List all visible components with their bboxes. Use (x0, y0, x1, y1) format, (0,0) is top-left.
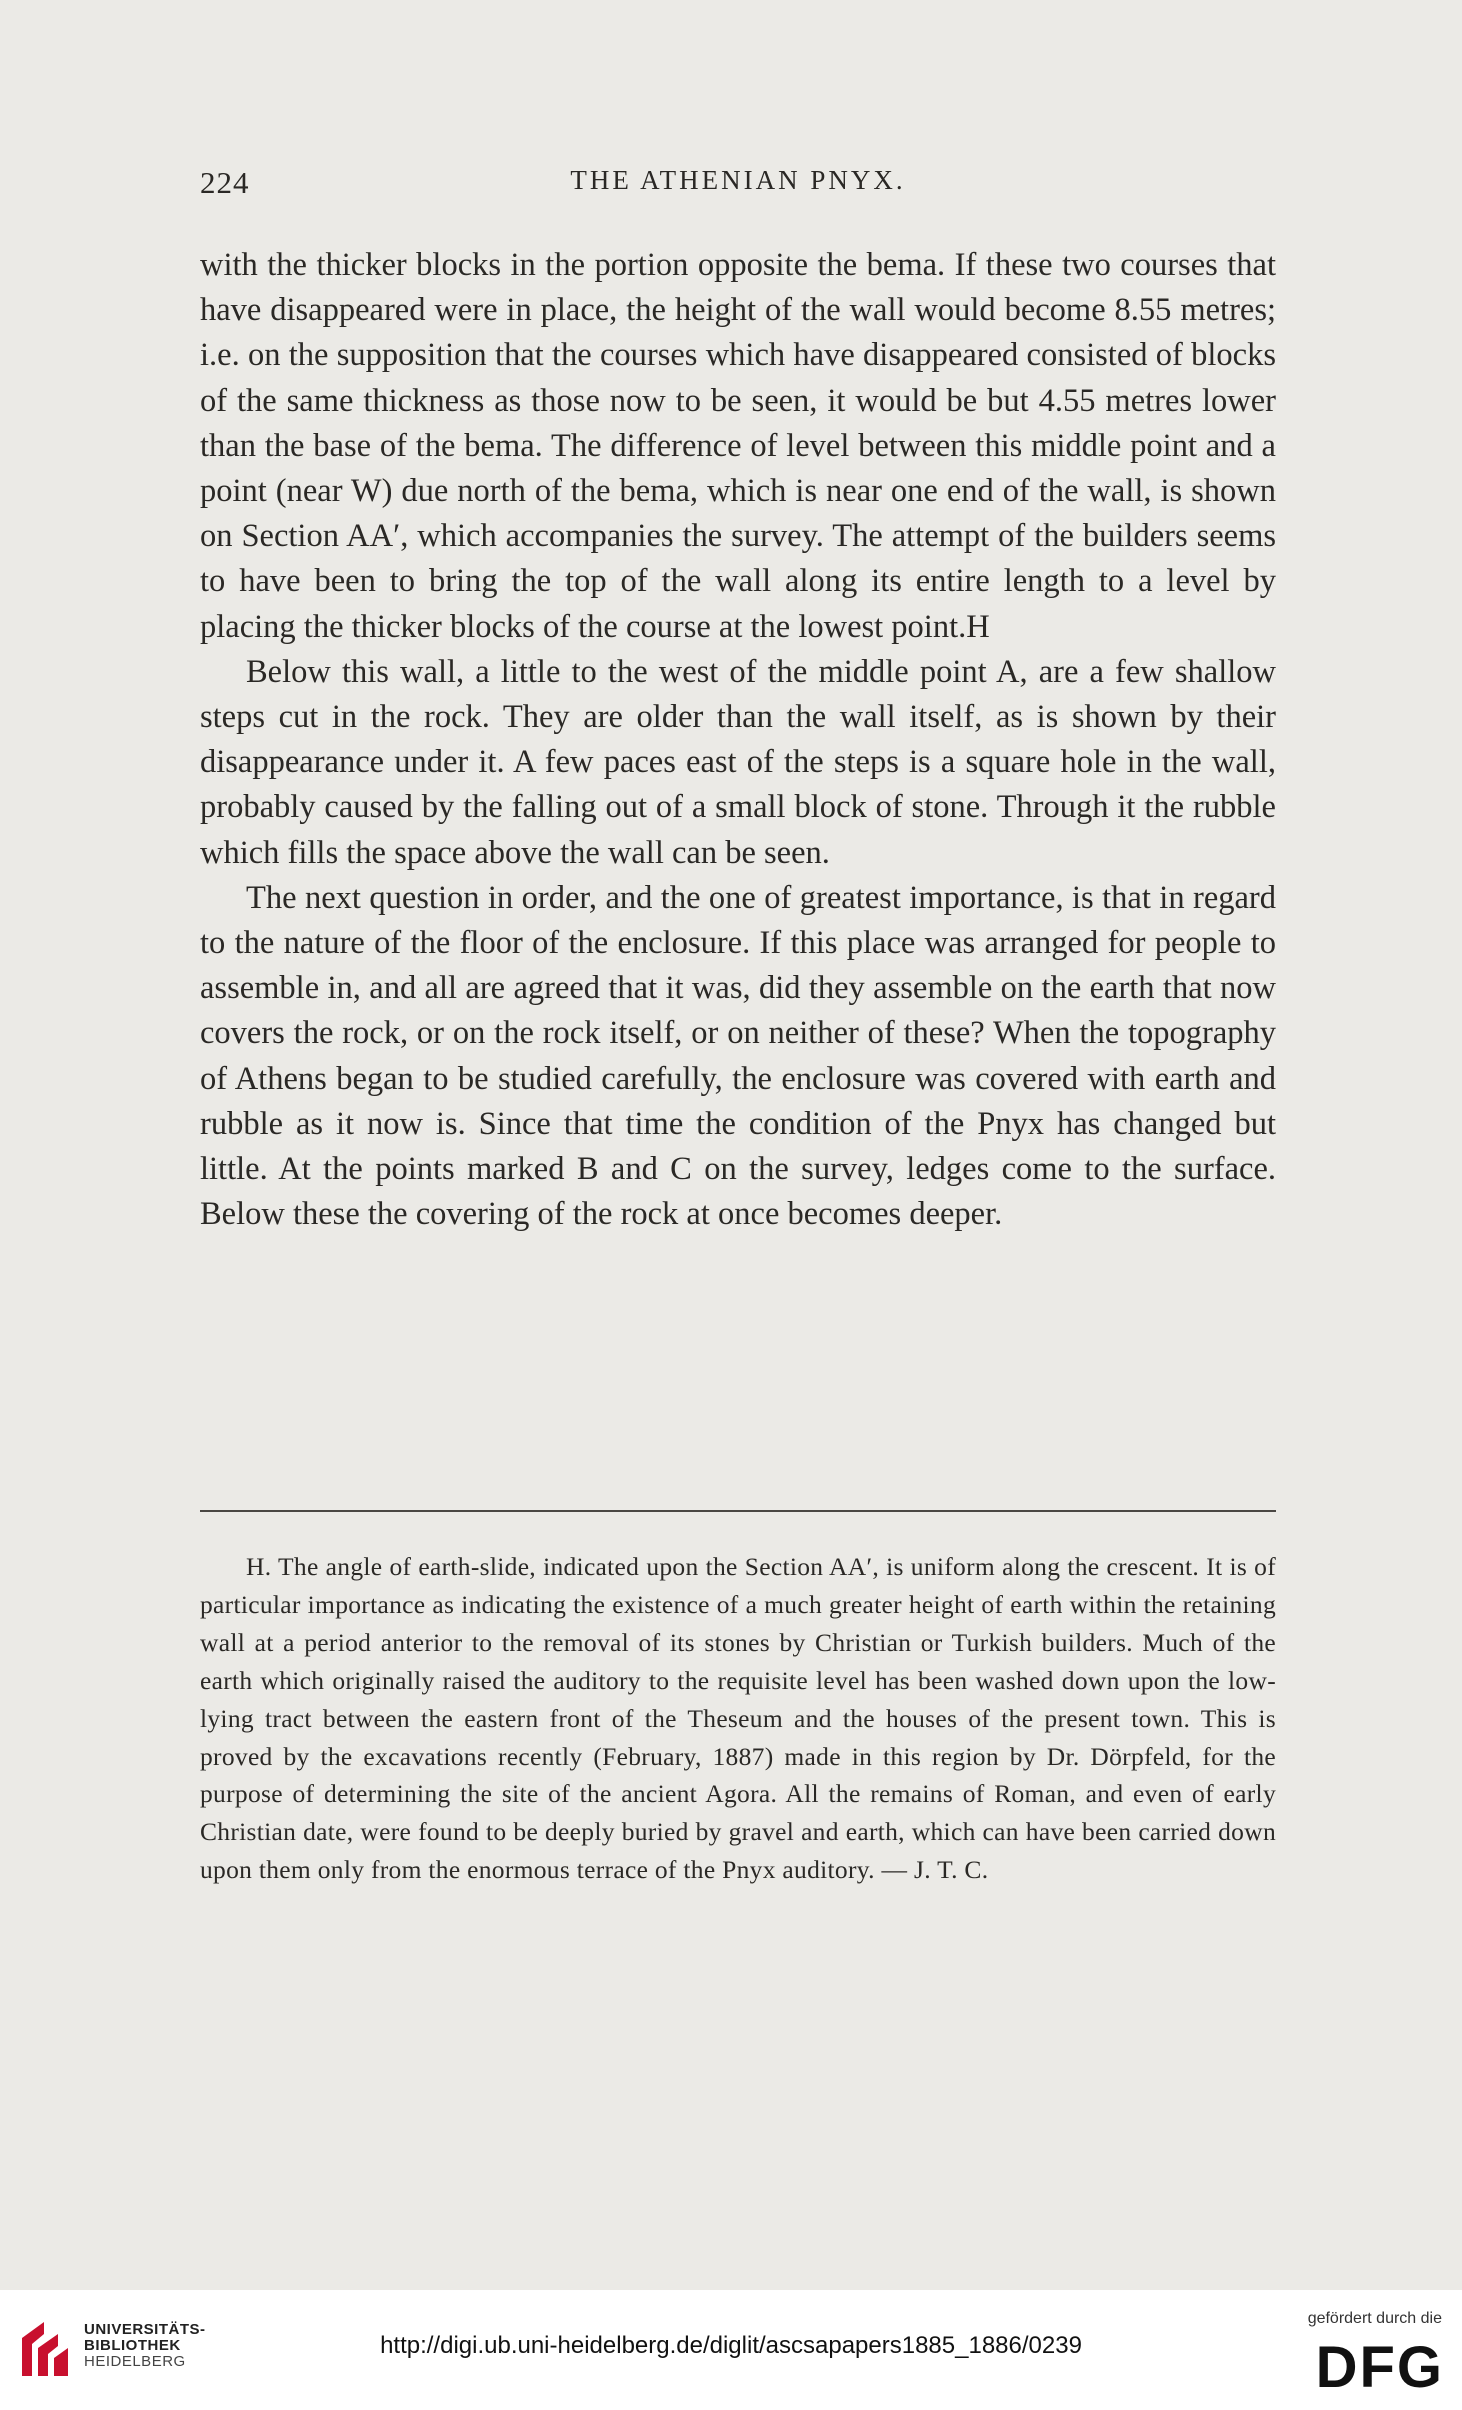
footnote: H. The angle of earth-slide, indicated upon the Section AA′, is uniform along the crescent. It is of particular importance as indicating the existence of a much greater height of earth within the retaining wall at a period anterior to the removal of its stones by Christian or Turkish builders. Much of the earth which originally raised the auditory to the requisite level has been washed down upon the low-lying tract between the eastern front of the Theseum and the houses of the present town. This is proved by the excavations recently (February, 1887) made in this region by Dr. Dörpfeld, for the purpose of determining the site of the ancient Agora. All the remains of Roman, and even of early Christian date, were found to be deeply buried by gravel and earth, which can have been carried down upon them only from the enormous terrace of the Pnyx auditory. — J. T. C. (200, 1552, 1276, 1885)
paragraph-3: The next question in order, and the one of greatest importance, is that in regard to the nature of the floor of the enclosure. If this place was arranged for people to assemble in, and all are agreed that it was, did they assemble on the earth that now covers the rock, or on the rock itself, or on neither of these? When the topography of Athens began to be studied carefully, the enclosure was covered with earth and rubble as it now is. Since that time the condition of the Pnyx has changed but little. At the points marked B and C on the survey, ledges come to the surface. Below these the covering of the rock at once becomes deeper. (200, 879, 1276, 1233)
dfg-logo: DFG (1315, 2335, 1444, 2400)
body-text (200, 243, 1276, 1237)
footnote-rule (200, 1510, 1276, 1512)
page-number: 224 (200, 165, 250, 200)
funding-label: gefördert durch die (1307, 2310, 1442, 2327)
library-name-line-1: UNIVERSITÄTS- (84, 2321, 206, 2338)
library-name-line-2: BIBLIOTHEK (84, 2337, 181, 2354)
page-header (200, 165, 1276, 205)
running-title: THE ATHENIAN PNYX. (570, 165, 906, 195)
paragraph-2: Below this wall, a little to the west of the middle point A, are a few shallow steps cut in the rock. They are older than the wall itself, as is shown by their disappearance under it. A few paces east of the steps is a square hole in the wall, probably caused by the falling out of a small block of stone. Through it the rubble which fills the space above the wall can be seen. (200, 653, 1276, 871)
paragraph-1: with the thicker blocks in the portion opposite the bema. If these two courses that have disappeared were in place, the height of the wall would become 8.55 metres; i.e. on the supposition that the courses which have disappeared consisted of blocks of the same thickness as those now to be seen, it would be but 4.55 metres lower than the base of the bema. The difference of level between this middle point and a point (near W) due north of the bema, which is near one end of the wall, is shown on Section AA′, which accompanies the survey. The attempt of the builders seems to have been to bring the top of the wall along its entire length to a level by placing the thicker blocks of the course at the lowest point.H (200, 247, 1276, 645)
viewer-footer (0, 2290, 1462, 2410)
library-name-line-3: HEIDELBERG (84, 2353, 186, 2370)
permalink-url[interactable]: http://digi.ub.uni-heidelberg.de/diglit/ascsapapers1885_1886/0239 (380, 2332, 1082, 2359)
